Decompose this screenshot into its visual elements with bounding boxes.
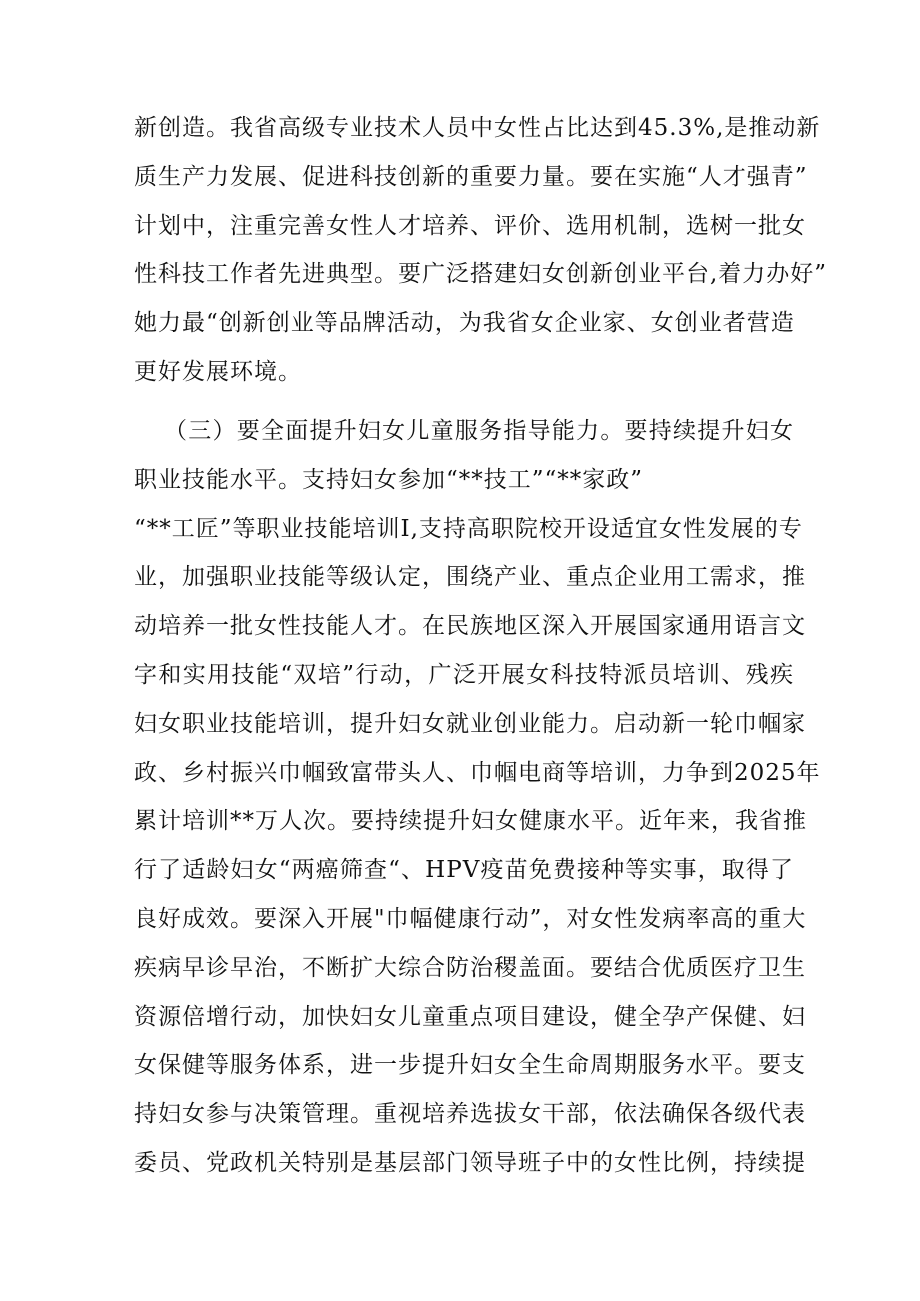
text-line: 委员、党政机关特别是基层部门领导班子中的女性比例，持续提 (134, 1149, 806, 1176)
text-line: 持妇女参与决策管理。重视培养选拔女干部，依法确保各级代表 (134, 1101, 806, 1128)
paragraph-2 (134, 407, 821, 1188)
text-line: 质生产力发展、促进科技创新的重要力量。要在实施“人才强青” (134, 163, 808, 190)
text-line: 新创造。我省高级专业技术人员中女性占比达到45.3%,是推动新 (134, 115, 821, 141)
text-line: 行了适龄妇女“两癌筛查“、HPV疫苗免费接种等实事，取得了 (134, 857, 794, 884)
text-line: 累计培训**万人次。要持续提升妇女健康水平。近年来，我省推 (134, 808, 807, 835)
paragraph-1 (134, 104, 828, 397)
text-line: 良好成效。要深入开展"巾幅健康行动”，对女性发病率高的重大 (134, 905, 807, 932)
text-line: 职业技能水平。支持妇女参加“**技工”“**家政” (134, 466, 644, 493)
text-line: 女保健等服务体系，进一步提升妇女全生命周期服务水平。要支 (134, 1052, 806, 1079)
text-line: 妇女职业技能培训，提升妇女就业创业能力。启动新一轮巾帼家 (134, 710, 806, 737)
text-line: “**工匠”等职业技能培训I,支持高职院校开设适宜女性发展的专 (134, 515, 803, 542)
text-line: 她力最“创新创业等品牌活动，为我省女企业家、女创业者营造 (134, 310, 795, 337)
text-line: 疾病早诊早治，不断扩大综合防治稷盖面。要结合优质医疗卫生 (134, 954, 806, 981)
text-line: 计划中，注重完善女性人才培养、评价、选用机制，选树一批女 (134, 212, 806, 239)
text-line: 动培养一批女性技能人才。在民族地区深入开展国家通用语言文 (134, 613, 806, 640)
text-line: 字和实用技能“双培”行动，广泛开展女科技特派员培训、残疾 (134, 661, 794, 688)
text-line: 性科技工作者先进典型。要广泛搭建妇女创新创业平台,着力办好” (134, 261, 828, 288)
text-line: 资源倍增行动，加快妇女儿童重点项目建设，健全孕产保健、妇 (134, 1003, 806, 1030)
text-line: 更好发展环境。 (134, 358, 302, 385)
text-line: （三）要全面提升妇女儿童服务指导能力。要持续提升妇女 (164, 418, 794, 444)
text-line: 业，加强职业技能等级认定，围绕产业、重点企业用工需求，推 (134, 564, 806, 591)
text-line: 政、乡村振兴巾帼致富带头人、巾帼电商等培训，力争到2025年 (134, 759, 821, 786)
